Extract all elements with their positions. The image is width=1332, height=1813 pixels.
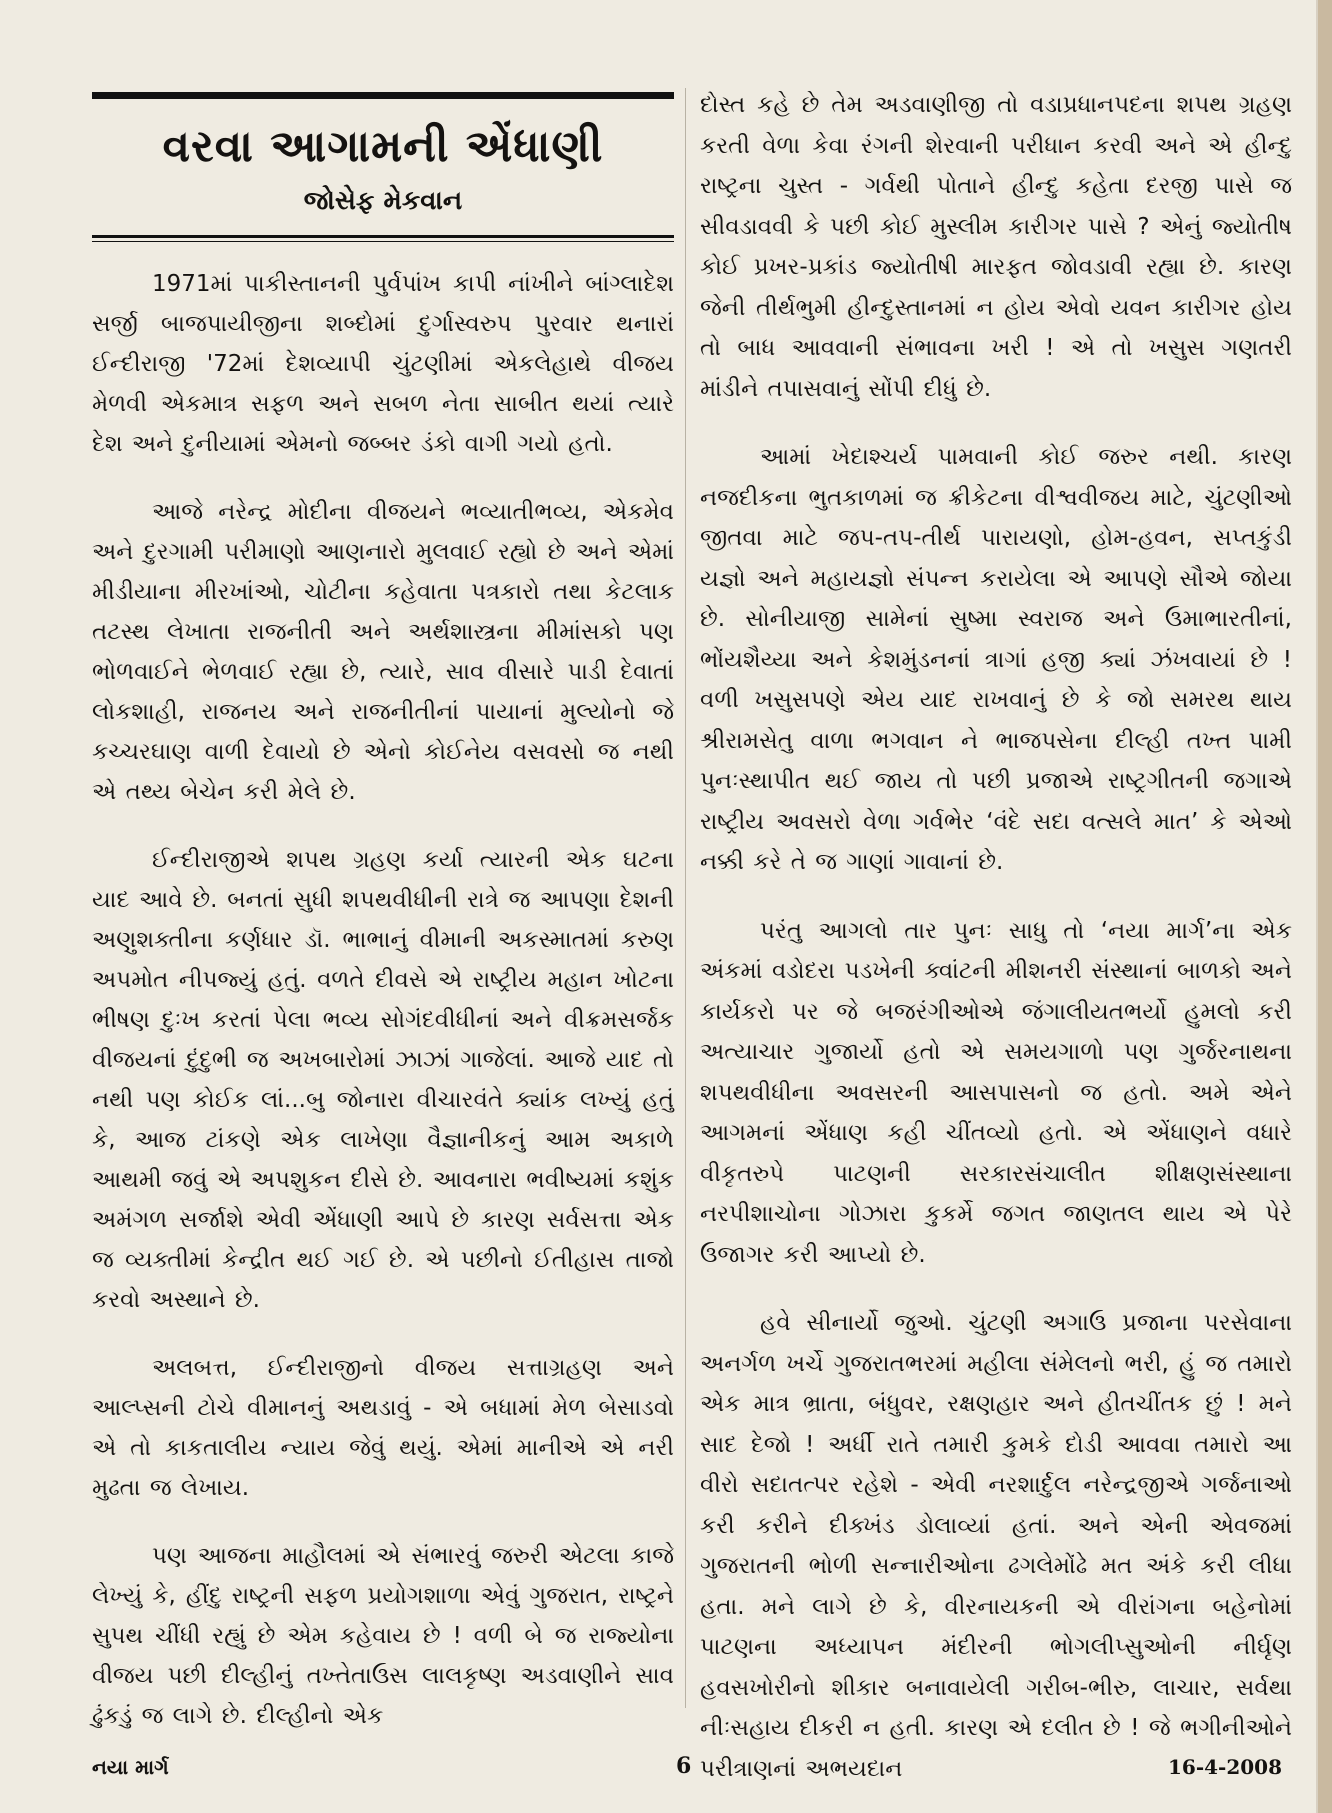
publication-name: નયા માર્ગ bbox=[92, 1755, 169, 1779]
paragraph: ઈન્દીરાજીએ શપથ ગ્રહણ કર્યા ત્યારની એક ઘટના યાદ આવે છે. બનતાં સુધી શપથવીધીની રાત્રે જ આપણા દેશની અણુશક્તીના કર્ણધાર ડૉ. ભાભાનું વીમાની અકસ્માતમાં કરુણ અપમોત નીપજ્યું હતું. વળતે દીવસે એ રાષ્ટ્રીય મહાન ખોટના ભીષણ દુઃખ કરતાં પેલા ભવ્ય સોગંદવીધીનાં અને વીક્રમસર્જક વીજયનાં દુંદુભી જ અખબારોમાં ઝાઝાં ગાજેલાં. આજે યાદ તો નથી પણ કોઈક લાં...બુ જોનારા વીચારવંતે ક્યાંક લખ્યું હતું કે, આજ ટાંકણે એક લાખેણા વૈજ્ઞાનીકનું આમ અકાળે આથમી જવું એ અપશુકન દીસે છે. આવનારા ભવીષ્યમાં કશુંક અમંગળ સર્જાશે એવી એંધાણી આપે છે કારણ સર્વસત્તા એક જ વ્યક્તીમાં કેન્દ્રીત થઈ ગઈ છે. એ પછીનો ઈતીહાસ તાજો કરવો અસ્થાને છે. bbox=[92, 847, 674, 1313]
author-byline: જોસેફ મેકવાન bbox=[303, 186, 463, 216]
paragraph: આજે નરેન્દ્ર મોદીના વીજયને ભવ્યાતીભવ્ય, એકમેવ અને દુરગામી પરીમાણો આણનારો મુલવાઈ રહ્યો છે અને એમાં મીડીયાના મીરખાંઓ, ચોટીના કહેવાતા પત્રકારો તથા કેટલાક તટસ્થ લેખાતા રાજનીતી અને અર્થશાસ્ત્રના મીમાંસકો પણ ભોળવાઈને ભેળવાઈ રહ્યા છે, ત્યારે, સાવ વીસારે પાડી દેવાતાં લોકશાહી, રાજનય અને રાજનીતીનાં પાયાનાં મુલ્યોનો જે કચ્ચરઘાણ વાળી દેવાયો છે એનો કોઈનેય વસવસો જ નથી એ તથ્ય બેચેન કરી મેલે છે. bbox=[92, 499, 674, 805]
paragraph: પરંતુ આગલો તાર પુનઃ સાધુ તો ‘નયા માર્ગ’ના એક અંકમાં વડોદરા પડખેની ક્વાંટની મીશનરી સંસ્થાનાં બાળકો અને કાર્યકરો પર જે બજરંગીઓએ જંગાલીયતભર્યો હુમલો કરી અત્યાચાર ગુજાર્યો હતો એ સમયગાળો પણ ગુર્જરનાથના શપથવીધીના અવસરની આસપાસનો જ હતો. અમે એને આગમનાં એંધાણ કહી ચીંતવ્યો હતો. એ એંધાણને વધારે વીકૃતરુપે પાટણની સરકારસંચાલીત શીક્ષણસંસ્થાના નરપીશાચોના ગોઝારા કુકર્મે જગત જાણતલ થાય એ પેરે ઉજાગર કરી આપ્યો છે. bbox=[700, 917, 1292, 1268]
paragraph: અલબત્ત, ઈન્દીરાજીનો વીજય સત્તાગ્રહણ અને આલ્પ્સની ટોચે વીમાનનું અથડાવું - એ બધામાં મેળ બેસાડવો એ તો કાકતાલીય ન્યાય જેવું થયું. એમાં માનીએ એ નરી મુઢતા જ લેખાય. bbox=[92, 1355, 674, 1501]
title-bottom-rule bbox=[92, 235, 674, 238]
page-number: 6 bbox=[676, 1753, 692, 1779]
paragraph: પણ આજના માહૌલમાં એ સંભારવું જરુરી એટલા કાજે લેખ્યું કે, હીંદુ રાષ્ટ્રની સફળ પ્રયોગશાળા એવું ગુજરાત, રાષ્ટ્રને સુપથ ચીંધી રહ્યું છે એમ કહેવાય છે ! વળી બે જ રાજ્યોના વીજય પછી દીલ્હીનું તખ્તેતાઉસ લાલકૃષ્ણ અડવાણીને સાવ ઢુંકડું જ લાગે છે. દીલ્હીનો એક bbox=[92, 1543, 674, 1729]
paragraph: આમાં ખેદાશ્ચર્ય પામવાની કોઈ જરુર નથી. કારણ નજદીકના ભુતકાળમાં જ ક્રીકેટના વીશ્વવીજય માટે, ચુંટણીઓ જીતવા માટે જપ-તપ-તીર્થ પારાયણો, હોમ-હવન, સપ્તકુંડી યજ્ઞો અને મહાયજ્ઞો સંપન્ન કરાયેલા એ આપણે સૌએ જોયા છે. સોનીયાજી સામેનાં સુષ્મા સ્વરાજ અને ઉમાભારતીનાં, ભોંયશૈય્યા અને કેશમુંડનનાં ત્રાગાં હજી ક્યાં ઝંખવાયાં છે ! વળી ખસુસપણે એય યાદ રાખવાનું છે કે જો સમરથ થાય શ્રીરામસેતુ વાળા ભગવાન ને ભાજપસેના દીલ્હી તખ્ત પામી પુનઃસ્થાપીત થઈ જાય તો પછી પ્રજાએ રાષ્ટ્રગીતની જગાએ રાષ્ટ્રીય અવસરો વેળા ગર્વભેર ‘વંદે સદા વત્સલે માત’ કે એઓ નક્કી કરે તે જ ગાણાં ગાવાનાં છે. bbox=[700, 444, 1292, 875]
title-top-rule bbox=[92, 92, 674, 99]
issue-date: 16-4-2008 bbox=[1167, 1755, 1282, 1779]
page-footer bbox=[92, 1755, 1292, 1785]
article-title: વરવા આગામની એંધાણી bbox=[162, 121, 604, 172]
paragraph: દોસ્ત કહે છે તેમ અડવાણીજી તો વડાપ્રધાનપદના શપથ ગ્રહણ કરતી વેળા કેવા રંગની શેરવાની પરીધાન કરવી અને એ હીન્દુ રાષ્ટ્રના ચુસ્ત - ગર્વથી પોતાને હીન્દુ કહેતા દરજી પાસે જ સીવડાવવી કે પછી કોઈ મુસ્લીમ કારીગર પાસે ? એનું જ્યોતીષ કોઈ પ્રખર-પ્રકાંડ જ્યોતીષી મારફત જોવડાવી રહ્યા છે. કારણ જેની તીર્થભુમી હીન્દુસ્તાનમાં ન હોય એવો યવન કારીગર હોય તો બાધ આવવાની સંભાવના ખરી ! એ તો ખસુસ ગણતરી માંડીને તપાસવાનું સોંપી દીધું છે. bbox=[700, 92, 1292, 402]
left-column bbox=[92, 88, 674, 1729]
title-bottom-rule-thin bbox=[92, 241, 674, 242]
paragraph: 1971માં પાકીસ્તાનની પુર્વપાંખ કાપી નાંખીને બાંગ્લાદેશ સર્જી બાજપાયીજીના શબ્દોમાં દુર્ગાસ્વરુપ પુરવાર થનારાં ઈન્દીરાજી '72માં દેશવ્યાપી ચુંટણીમાં એકલેહાથે વીજય મેળવી એકમાત્ર સફળ અને સબળ નેતા સાબીત થયાં ત્યારે દેશ અને દુનીયામાં એમનો જબ્બર ડંકો વાગી ગયો હતો. bbox=[92, 271, 674, 457]
page-edge bbox=[1318, 0, 1332, 1813]
column-divider bbox=[685, 88, 686, 1708]
paragraph: હવે સીનાર્યો જુઓ. ચુંટણી અગાઉ પ્રજાના પરસેવાના અનર્ગળ ખર્ચે ગુજરાતભરમાં મહીલા સંમેલનો ભરી, હું જ તમારો એક માત્ર ભ્રાતા, બંધુવર, રક્ષણહાર અને હીતચીંતક છું ! મને સાદ દેજો ! અર્ધી રાતે તમારી કુમકે દોડી આવવા તમારો આ વીરો સદાતત્પર રહેશે - એવી નરશાર્દુલ નરેન્દ્રજીએ ગર્જનાઓ કરી કરીને દીક્ખંડ ડોલાવ્યાં હતાં. અને એની એવજમાં ગુજરાતની ભોળી સન્નારીઓના ઢગલેમોંઢે મત અંકે કરી લીધા હતા. મને લાગે છે કે, વીરનાયકની એ વીરાંગના બહેનોમાં પાટણના અધ્યાપન મંદીરની ભોગલીપ્સુઓની નીર્ઘૃણ હવસખોરીનો શીકાર બનાવાયેલી ગરીબ-ભીરુ, લાચાર, સર્વથા નીઃસહાય દીકરી ન હતી. કારણ એ દલીત છે ! જે ભગીનીઓને પરીત્રાણનાં અભયદાન bbox=[700, 1310, 1292, 1782]
